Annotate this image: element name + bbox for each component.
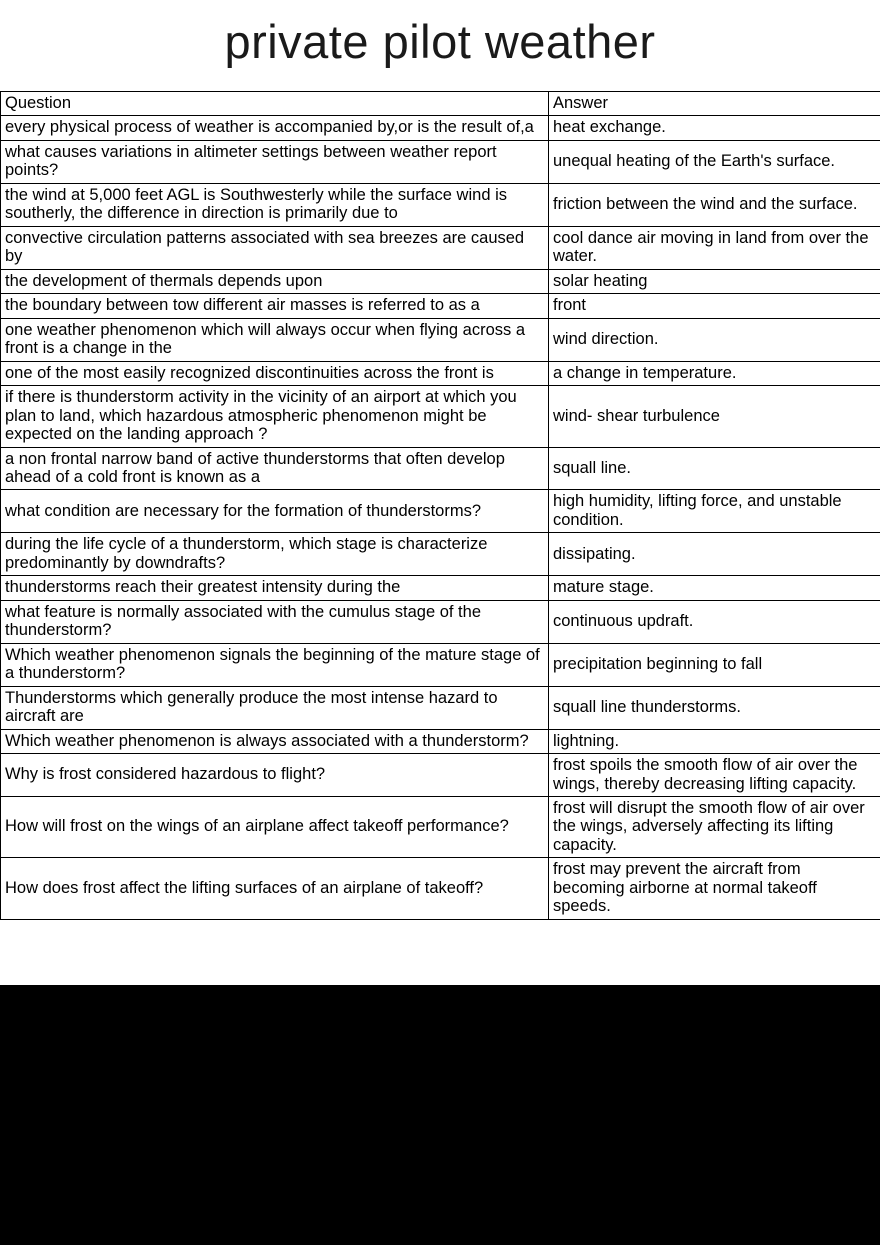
table-row	[1, 183, 880, 226]
qa-table-header	[1, 92, 880, 116]
table-row	[1, 116, 880, 140]
question-cell: a non frontal narrow band of active thunderstorms that often develop ahead of a cold front is known as a	[1, 447, 549, 490]
question-cell: Which weather phenomenon is always associated with a thunderstorm?	[1, 729, 549, 753]
answer-cell: frost will disrupt the smooth flow of air over the wings, adversely affecting its lifting capacity.	[549, 797, 880, 858]
qa-table	[0, 91, 880, 920]
question-cell: during the life cycle of a thunderstorm, which stage is characterize predominantly by downdrafts?	[1, 533, 549, 576]
question-cell: How will frost on the wings of an airplane affect takeoff performance?	[1, 797, 549, 858]
answer-cell: wind- shear turbulence	[549, 386, 880, 447]
qa-table-body	[1, 116, 880, 919]
answer-cell: unequal heating of the Earth's surface.	[549, 140, 880, 183]
table-row	[1, 754, 880, 797]
question-cell: convective circulation patterns associated with sea breezes are caused by	[1, 226, 549, 269]
table-row	[1, 729, 880, 753]
answer-cell: lightning.	[549, 729, 880, 753]
answer-cell: friction between the wind and the surface.	[549, 183, 880, 226]
answer-cell: heat exchange.	[549, 116, 880, 140]
question-cell: what feature is normally associated with the cumulus stage of the thunderstorm?	[1, 600, 549, 643]
question-cell: the boundary between tow different air masses is referred to as a	[1, 294, 549, 318]
table-row	[1, 226, 880, 269]
table-row	[1, 361, 880, 385]
table-row	[1, 643, 880, 686]
question-cell: How does frost affect the lifting surfaces of an airplane of takeoff?	[1, 858, 549, 919]
table-row	[1, 858, 880, 919]
question-cell: Why is frost considered hazardous to flight?	[1, 754, 549, 797]
answer-column-header: Answer	[549, 92, 880, 116]
question-cell: what condition are necessary for the formation of thunderstorms?	[1, 490, 549, 533]
table-row	[1, 269, 880, 293]
table-row	[1, 490, 880, 533]
table-row	[1, 386, 880, 447]
question-cell: the wind at 5,000 feet AGL is Southwesterly while the surface wind is southerly, the difference in direction is primarily due to	[1, 183, 549, 226]
answer-cell: precipitation beginning to fall	[549, 643, 880, 686]
answer-cell: continuous updraft.	[549, 600, 880, 643]
question-cell: if there is thunderstorm activity in the vicinity of an airport at which you plan to land, which hazardous atmospheric phenomenon might be expected on the landing approach ?	[1, 386, 549, 447]
table-row	[1, 294, 880, 318]
table-row	[1, 576, 880, 600]
answer-cell: dissipating.	[549, 533, 880, 576]
question-cell: one of the most easily recognized discontinuities across the front is	[1, 361, 549, 385]
table-row	[1, 318, 880, 361]
answer-cell: cool dance air moving in land from over the water.	[549, 226, 880, 269]
answer-cell: mature stage.	[549, 576, 880, 600]
answer-cell: front	[549, 294, 880, 318]
question-cell: what causes variations in altimeter settings between weather report points?	[1, 140, 549, 183]
answer-cell: squall line thunderstorms.	[549, 686, 880, 729]
table-row	[1, 140, 880, 183]
question-cell: thunderstorms reach their greatest intensity during the	[1, 576, 549, 600]
answer-cell: solar heating	[549, 269, 880, 293]
table-row	[1, 600, 880, 643]
question-cell: Which weather phenomenon signals the beginning of the mature stage of a thunderstorm?	[1, 643, 549, 686]
page-title: private pilot weather	[224, 15, 656, 68]
question-cell: Thunderstorms which generally produce the most intense hazard to aircraft are	[1, 686, 549, 729]
table-row	[1, 533, 880, 576]
question-column-header: Question	[1, 92, 549, 116]
question-cell: one weather phenomenon which will always occur when flying across a front is a change in the	[1, 318, 549, 361]
answer-cell: high humidity, lifting force, and unstable condition.	[549, 490, 880, 533]
answer-cell: a change in temperature.	[549, 361, 880, 385]
answer-cell: frost spoils the smooth flow of air over the wings, thereby decreasing lifting capacity.	[549, 754, 880, 797]
table-row	[1, 797, 880, 858]
answer-cell: wind direction.	[549, 318, 880, 361]
answer-cell: frost may prevent the aircraft from becoming airborne at normal takeoff speeds.	[549, 858, 880, 919]
question-cell: the development of thermals depends upon	[1, 269, 549, 293]
black-footer-region	[0, 985, 880, 1245]
header-row	[1, 92, 880, 116]
question-cell: every physical process of weather is accompanied by,or is the result of,a	[1, 116, 549, 140]
table-row	[1, 686, 880, 729]
table-row	[1, 447, 880, 490]
answer-cell: squall line.	[549, 447, 880, 490]
